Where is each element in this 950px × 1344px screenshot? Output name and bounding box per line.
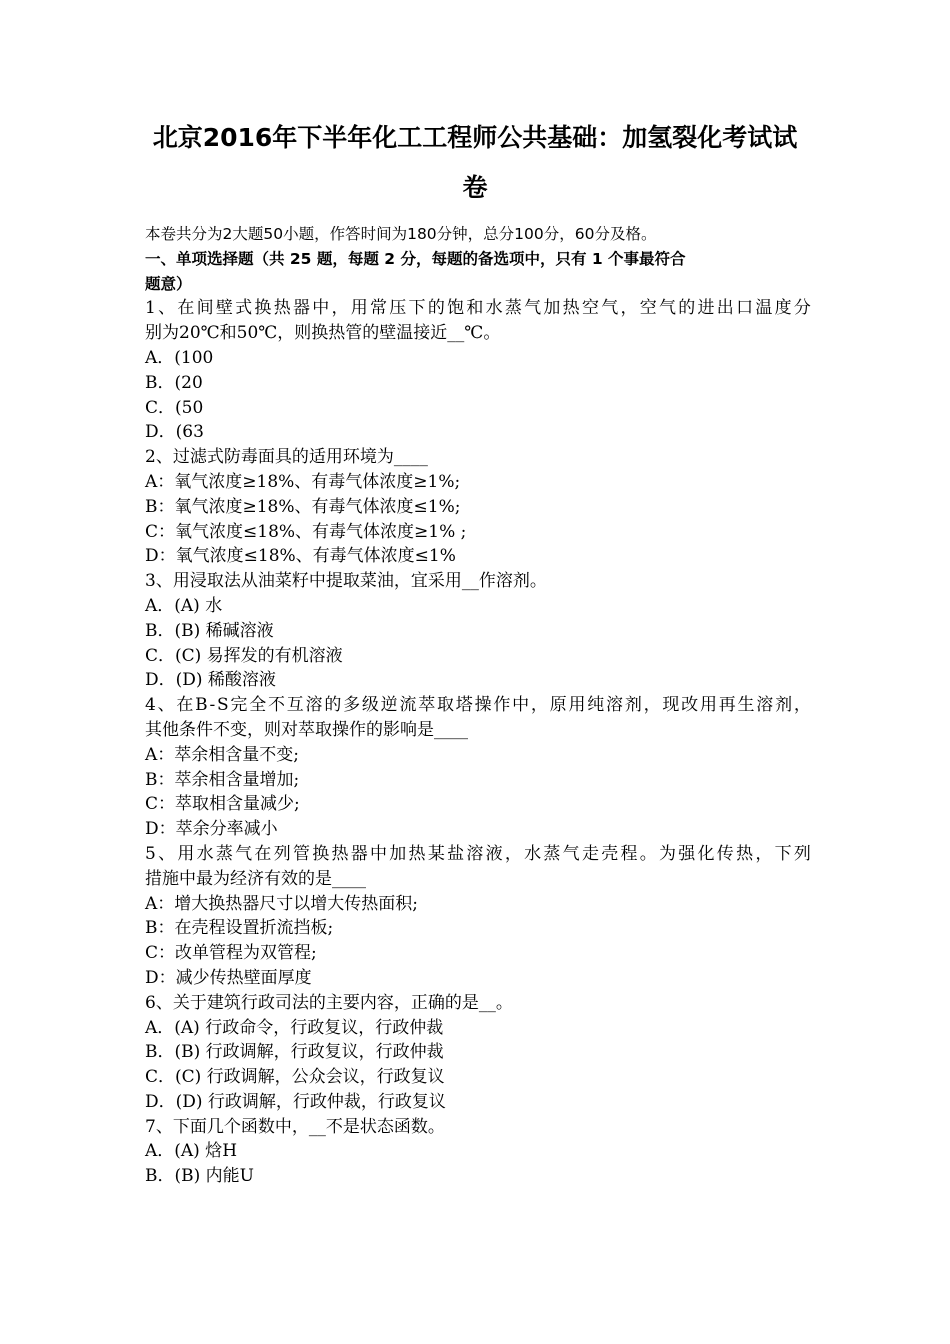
- question-line: A：萃余相含量不变;: [145, 744, 300, 765]
- question-line: 2、过滤式防毒面具的适用环境为____: [145, 447, 428, 468]
- question-line: 5 、 用 水 蒸 气 在 列 管 换 热 器 中 加 热 某 盐 溶 液 ， 水 蒸 气 走 壳 程 。 为 强 化 传 热 ， 下 列: [145, 843, 811, 864]
- question-line: D．(D) 稀酸溶液: [145, 670, 276, 691]
- document-title-line2: 卷: [462, 173, 488, 202]
- section-heading-line2: 题意）: [145, 274, 192, 293]
- document-body: [145, 222, 811, 1189]
- question-line: 其他条件不变，则对萃取操作的影响是____: [145, 719, 468, 740]
- exam-intro: 本卷共分为2大题50小题，作答时间为180分钟，总分100分，60分及格。: [145, 225, 657, 243]
- question-line: B：氧气浓度≥18%、有毒气体浓度≤1%;: [145, 496, 461, 517]
- question-line: 6、关于建筑行政司法的主要内容，正确的是__。: [145, 992, 513, 1013]
- question-line: 措施中最为经济有效的是____: [145, 868, 366, 889]
- question-line: C：萃取相含量减少;: [145, 794, 300, 815]
- question-line: C：氧气浓度≤18%、有毒气体浓度≥1% ;: [145, 521, 467, 542]
- question-line: A：氧气浓度≥18%、有毒气体浓度≥1%;: [145, 471, 461, 492]
- question-line: C：改单管程为双管程;: [145, 943, 317, 964]
- question-line: C．(C) 易挥发的有机溶液: [145, 645, 343, 666]
- question-list: [145, 296, 811, 1189]
- question-line: A．(A) 行政命令，行政复议，行政仲裁: [145, 1017, 444, 1038]
- question-line: B．(B) 行政调解，行政复议，行政仲裁: [145, 1042, 444, 1063]
- section-heading-line1: 一、单项选择题（共 25 题，每题 2 分，每题的备选项中，只有 1 个事最符合: [145, 249, 686, 268]
- question-line: D：氧气浓度≤18%、有毒气体浓度≤1%: [145, 546, 456, 567]
- question-line: B：在壳程设置折流挡板;: [145, 918, 334, 939]
- question-line: A：增大换热器尺寸以增大传热面积;: [145, 893, 419, 914]
- question-line: B．(B) 稀碱溶液: [145, 620, 274, 641]
- question-line: 3、用浸取法从油菜籽中提取菜油，宜采用__作溶剂。: [145, 571, 547, 592]
- question-line: D．(63: [145, 422, 204, 443]
- question-line: B：萃余相含量增加;: [145, 769, 300, 790]
- question-line: B．(B) 内能U: [145, 1166, 254, 1187]
- question-line: A．(A) 焓H: [145, 1141, 238, 1162]
- document-title-line1: 北京2016年下半年化工工程师公共基础：加氢裂化考试试: [152, 123, 798, 152]
- question-line: A．(100: [145, 347, 214, 368]
- question-line: 别为20℃和50℃，则换热管的壁温接近__℃。: [145, 323, 501, 344]
- question-line: D：萃余分率减小: [145, 819, 278, 840]
- question-line: 7、下面几个函数中，__不是状态函数。: [145, 1116, 445, 1137]
- question-line: D．(D) 行政调解，行政仲裁，行政复议: [145, 1091, 446, 1112]
- question-line: C．(C) 行政调解，公众会议，行政复议: [145, 1067, 445, 1088]
- question-line: C．(50: [145, 397, 204, 418]
- question-line: 1 、 在 间 壁 式 换 热 器 中 ， 用 常 压 下 的 饱 和 水 蒸 气 加 热 空 气 ， 空 气 的 进 出 口 温 度 分: [145, 298, 811, 319]
- question-line: B．(20: [145, 372, 203, 393]
- question-line: 4 、 在 B - S 完 全 不 互 溶 的 多 级 逆 流 萃 取 塔 操 作 中 ， 原 用 纯 溶 剂 ， 现 改 用 再 生 溶 剂 ，: [145, 695, 811, 716]
- question-line: A．(A) 水: [145, 595, 223, 616]
- question-line: D：减少传热壁面厚度: [145, 967, 312, 988]
